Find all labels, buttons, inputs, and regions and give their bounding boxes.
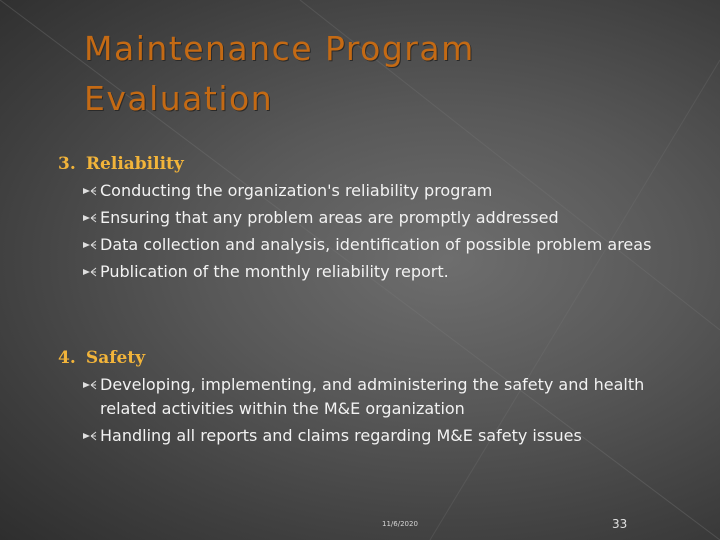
section-heading	[58, 153, 678, 175]
list-item	[58, 424, 678, 448]
section-heading-text: Safety	[85, 348, 146, 368]
list-item	[58, 179, 678, 203]
section-heading	[58, 347, 678, 369]
slide-title	[84, 24, 684, 124]
section-number: 3.	[58, 154, 76, 174]
list-item-text: Publication of the monthly reliability report.	[100, 262, 449, 281]
list-item-text: Conducting the organization's reliability program	[100, 181, 493, 200]
title-line-1: Maintenance Program	[84, 29, 475, 68]
sparkle-bullet-icon	[82, 186, 97, 196]
sparkle-bullet-icon	[82, 431, 97, 441]
section-number: 4.	[58, 348, 76, 368]
sparkle-bullet-icon	[82, 213, 97, 223]
bullet-list	[58, 179, 678, 284]
list-item-text: Handling all reports and claims regarding M&E safety issues	[100, 426, 582, 445]
section-safety	[58, 347, 678, 451]
list-item	[58, 206, 678, 230]
bullet-list	[58, 373, 678, 448]
list-item	[58, 233, 678, 257]
list-item-text: Ensuring that any problem areas are promptly addressed	[100, 208, 559, 227]
sparkle-bullet-icon	[82, 240, 97, 250]
sparkle-bullet-icon	[82, 380, 97, 390]
list-item	[58, 373, 678, 421]
footer-date: 11/6/2020	[382, 520, 418, 528]
list-item-text: Data collection and analysis, identification of possible problem areas	[100, 235, 652, 254]
section-reliability	[58, 153, 678, 287]
title-line-2: Evaluation	[84, 79, 274, 118]
page-number: 33	[612, 517, 628, 531]
section-heading-text: Reliability	[85, 154, 184, 174]
list-item-text: Developing, implementing, and administering the safety and health related activities within the M&E organization	[100, 375, 645, 418]
list-item	[58, 260, 678, 284]
sparkle-bullet-icon	[82, 267, 97, 277]
